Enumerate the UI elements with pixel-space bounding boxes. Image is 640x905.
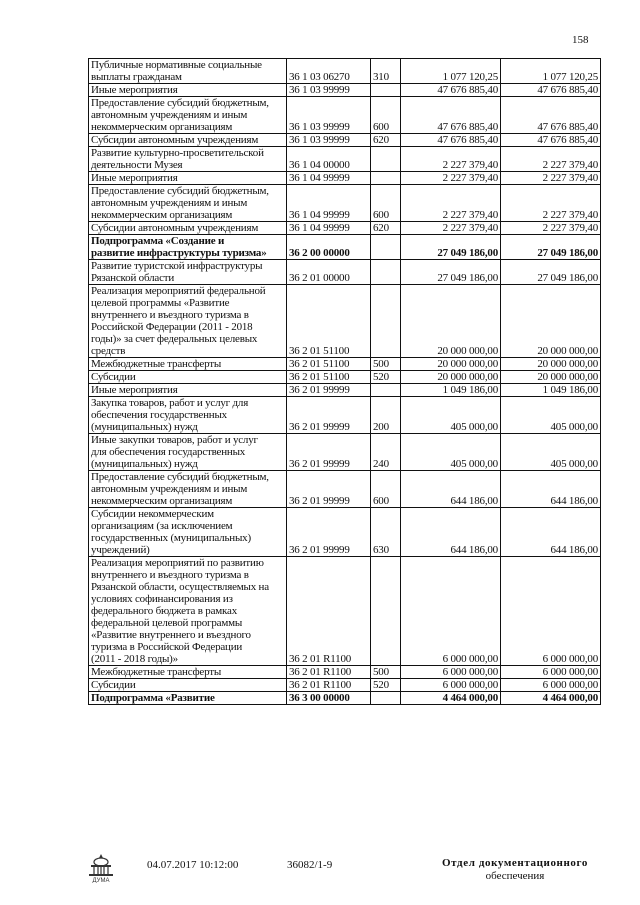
table-row — [89, 666, 601, 679]
cell-type: 600 — [371, 471, 401, 508]
cell-type: 500 — [371, 666, 401, 679]
cell-type — [371, 84, 401, 97]
cell-amount-plan: 644 186,00 — [401, 471, 501, 508]
cell-type — [371, 260, 401, 285]
cell-name: Субсидии некоммерческим организациям (за исключением государственных (муниципальных) учреждений) — [89, 508, 287, 557]
table-row — [89, 147, 601, 172]
cell-amount-fact: 27 049 186,00 — [501, 260, 601, 285]
table-row — [89, 235, 601, 260]
logo-text: ДУМА — [92, 878, 110, 883]
cell-name: Предоставление субсидий бюджетным, автономным учреждениям и иным некоммерческим организациям — [89, 471, 287, 508]
cell-name: Развитие культурно-просветительской деятельности Музея — [89, 147, 287, 172]
table-row — [89, 185, 601, 222]
cell-amount-fact: 644 186,00 — [501, 508, 601, 557]
cell-amount-fact: 27 049 186,00 — [501, 235, 601, 260]
cell-amount-fact: 47 676 885,40 — [501, 97, 601, 134]
cell-amount-plan: 405 000,00 — [401, 397, 501, 434]
cell-name: Предоставление субсидий бюджетным, автономным учреждениям и иным некоммерческим организациям — [89, 97, 287, 134]
cell-amount-fact: 1 049 186,00 — [501, 384, 601, 397]
cell-amount-plan: 47 676 885,40 — [401, 84, 501, 97]
table-row — [89, 471, 601, 508]
cell-amount-fact: 4 464 000,00 — [501, 692, 601, 705]
cell-amount-plan: 405 000,00 — [401, 434, 501, 471]
cell-type: 200 — [371, 397, 401, 434]
table-row — [89, 84, 601, 97]
cell-code: 36 1 04 99999 — [287, 222, 371, 235]
cell-code: 36 2 01 99999 — [287, 397, 371, 434]
cell-name: Развитие туристской инфраструктуры Рязанской области — [89, 260, 287, 285]
cell-name: Предоставление субсидий бюджетным, автономным учреждениям и иным некоммерческим организациям — [89, 185, 287, 222]
cell-name: Субсидии автономным учреждениям — [89, 222, 287, 235]
cell-amount-plan: 6 000 000,00 — [401, 666, 501, 679]
cell-name: Межбюджетные трансферты — [89, 666, 287, 679]
cell-code: 36 2 01 99999 — [287, 434, 371, 471]
cell-code: 36 2 00 00000 — [287, 235, 371, 260]
cell-amount-plan: 20 000 000,00 — [401, 358, 501, 371]
footer-dept-line2: обеспечения — [485, 870, 545, 882]
table-row — [89, 434, 601, 471]
footer-department — [430, 857, 600, 883]
cell-type: 500 — [371, 358, 401, 371]
cell-name: Иные закупки товаров, работ и услуг для обеспечения государственных (муниципальных) нужд — [89, 434, 287, 471]
cell-amount-plan: 644 186,00 — [401, 508, 501, 557]
cell-amount-plan: 1 077 120,25 — [401, 59, 501, 84]
cell-amount-fact: 2 227 379,40 — [501, 147, 601, 172]
cell-name: Иные мероприятия — [89, 84, 287, 97]
cell-code: 36 3 00 00000 — [287, 692, 371, 705]
table-row — [89, 557, 601, 666]
cell-type — [371, 692, 401, 705]
table-row — [89, 285, 601, 358]
cell-type — [371, 235, 401, 260]
table-row — [89, 358, 601, 371]
cell-name: Подпрограмма «Создание и развитие инфраструктуры туризма» — [89, 235, 287, 260]
cell-amount-plan: 6 000 000,00 — [401, 679, 501, 692]
table-row — [89, 59, 601, 84]
table-row — [89, 260, 601, 285]
table-row — [89, 508, 601, 557]
cell-type — [371, 384, 401, 397]
cell-type — [371, 557, 401, 666]
cell-name: Иные мероприятия — [89, 172, 287, 185]
cell-code: 36 1 03 99999 — [287, 84, 371, 97]
cell-name: Иные мероприятия — [89, 384, 287, 397]
cell-type: 520 — [371, 679, 401, 692]
cell-amount-plan: 2 227 379,40 — [401, 172, 501, 185]
table-row — [89, 384, 601, 397]
cell-name: Закупка товаров, работ и услуг для обеспечения государственных (муниципальных) нужд — [89, 397, 287, 434]
table-row — [89, 692, 601, 705]
cell-code: 36 1 04 00000 — [287, 147, 371, 172]
cell-type — [371, 285, 401, 358]
footer-doc-number: 36082/1-9 — [287, 859, 333, 871]
cell-code: 36 2 01 99999 — [287, 471, 371, 508]
cell-code: 36 1 04 99999 — [287, 185, 371, 222]
cell-amount-plan: 2 227 379,40 — [401, 185, 501, 222]
cell-name: Реализация мероприятий федеральной целевой программы «Развитие внутреннего и въездного туризма в Российской Федерации (2011 - 2018 годы)» за счет федеральных целевых средств — [89, 285, 287, 358]
cell-code: 36 2 01 51100 — [287, 358, 371, 371]
cell-amount-fact: 20 000 000,00 — [501, 285, 601, 358]
cell-type: 620 — [371, 222, 401, 235]
table-row — [89, 397, 601, 434]
cell-code: 36 2 01 51100 — [287, 285, 371, 358]
cell-name: Межбюджетные трансферты — [89, 358, 287, 371]
cell-amount-plan: 47 676 885,40 — [401, 134, 501, 147]
table-row — [89, 222, 601, 235]
cell-amount-plan: 47 676 885,40 — [401, 97, 501, 134]
cell-type: 630 — [371, 508, 401, 557]
cell-amount-plan: 4 464 000,00 — [401, 692, 501, 705]
cell-amount-fact: 644 186,00 — [501, 471, 601, 508]
cell-name: Субсидии — [89, 679, 287, 692]
cell-name: Реализация мероприятий по развитию внутреннего и въездного туризма в Рязанской области, осуществляемых на условиях софинансирования из федерального бюджета в рамках федеральной целевой программы «Развитие внутреннего и въездного туризма в Российской Федерации (2011 - 2018 годы)» — [89, 557, 287, 666]
cell-amount-plan: 20 000 000,00 — [401, 285, 501, 358]
cell-code: 36 2 01 51100 — [287, 371, 371, 384]
cell-code: 36 1 03 99999 — [287, 97, 371, 134]
cell-amount-fact: 1 077 120,25 — [501, 59, 601, 84]
cell-amount-fact: 405 000,00 — [501, 434, 601, 471]
cell-type: 600 — [371, 97, 401, 134]
cell-type: 620 — [371, 134, 401, 147]
cell-code: 36 2 01 00000 — [287, 260, 371, 285]
cell-amount-fact: 2 227 379,40 — [501, 185, 601, 222]
cell-amount-plan: 2 227 379,40 — [401, 147, 501, 172]
cell-code: 36 2 01 R1100 — [287, 679, 371, 692]
table-row — [89, 371, 601, 384]
cell-type: 240 — [371, 434, 401, 471]
cell-amount-fact: 405 000,00 — [501, 397, 601, 434]
cell-amount-fact: 2 227 379,40 — [501, 222, 601, 235]
cell-code: 36 2 01 R1100 — [287, 666, 371, 679]
cell-name: Субсидии автономным учреждениям — [89, 134, 287, 147]
cell-amount-plan: 1 049 186,00 — [401, 384, 501, 397]
page-footer — [0, 853, 640, 893]
cell-code: 36 2 01 R1100 — [287, 557, 371, 666]
cell-amount-fact: 20 000 000,00 — [501, 371, 601, 384]
table-row — [89, 172, 601, 185]
cell-type — [371, 147, 401, 172]
cell-type: 520 — [371, 371, 401, 384]
cell-amount-fact: 47 676 885,40 — [501, 134, 601, 147]
cell-code: 36 1 03 99999 — [287, 134, 371, 147]
cell-name: Публичные нормативные социальные выплаты гражданам — [89, 59, 287, 84]
cell-type: 600 — [371, 185, 401, 222]
table-row — [89, 679, 601, 692]
cell-amount-plan: 6 000 000,00 — [401, 557, 501, 666]
cell-amount-plan: 27 049 186,00 — [401, 235, 501, 260]
page-number: 158 — [572, 34, 589, 46]
cell-amount-fact: 47 676 885,40 — [501, 84, 601, 97]
duma-building-logo-icon — [87, 853, 115, 883]
footer-timestamp: 04.07.2017 10:12:00 — [147, 859, 239, 871]
cell-amount-fact: 2 227 379,40 — [501, 172, 601, 185]
cell-amount-plan: 2 227 379,40 — [401, 222, 501, 235]
cell-type: 310 — [371, 59, 401, 84]
budget-table — [88, 58, 601, 705]
budget-table-body — [89, 59, 601, 705]
cell-code: 36 1 04 99999 — [287, 172, 371, 185]
cell-amount-fact: 6 000 000,00 — [501, 666, 601, 679]
cell-type — [371, 172, 401, 185]
cell-name: Подпрограмма «Развитие — [89, 692, 287, 705]
cell-code: 36 1 03 06270 — [287, 59, 371, 84]
cell-amount-plan: 27 049 186,00 — [401, 260, 501, 285]
cell-code: 36 2 01 99999 — [287, 508, 371, 557]
table-row — [89, 97, 601, 134]
cell-amount-fact: 6 000 000,00 — [501, 557, 601, 666]
cell-amount-fact: 6 000 000,00 — [501, 679, 601, 692]
footer-dept-line1: Отдел документационного — [442, 857, 588, 869]
cell-code: 36 2 01 99999 — [287, 384, 371, 397]
cell-amount-fact: 20 000 000,00 — [501, 358, 601, 371]
cell-name: Субсидии — [89, 371, 287, 384]
table-row — [89, 134, 601, 147]
cell-amount-plan: 20 000 000,00 — [401, 371, 501, 384]
